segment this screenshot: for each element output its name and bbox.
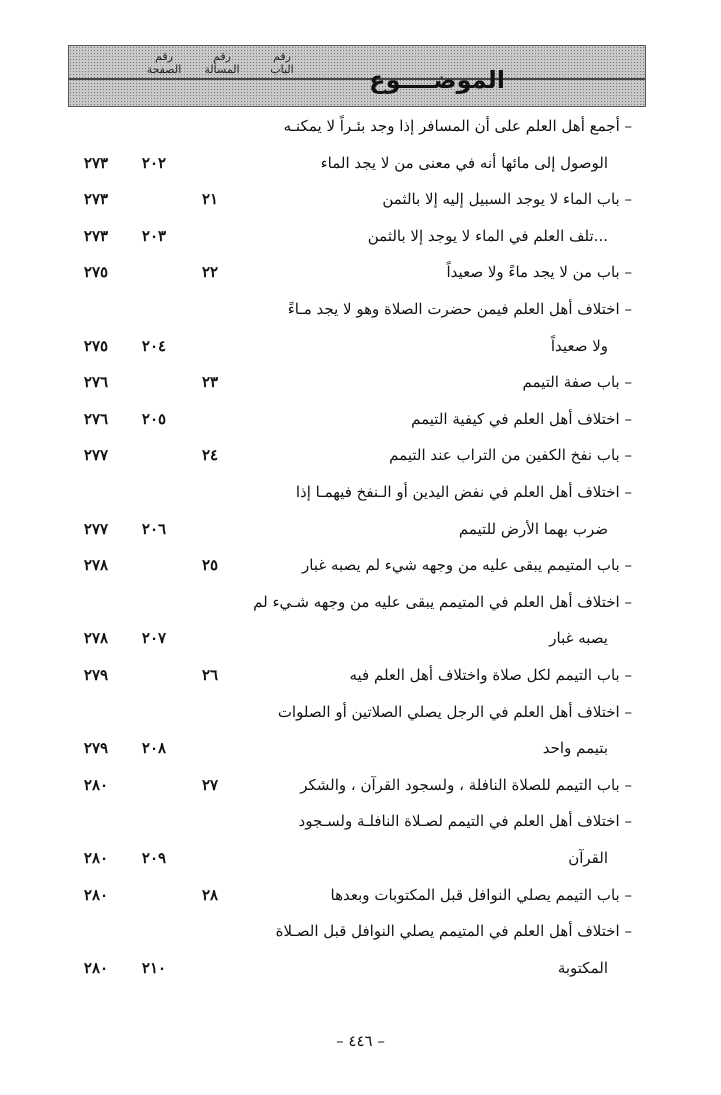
- masala-number: ٢٠٢: [141, 153, 167, 172]
- page-ref-number: ٢٧٩: [83, 666, 109, 684]
- table-row: [0, 657, 721, 694]
- bab-number: ٢١: [201, 190, 219, 209]
- table-row: [0, 364, 721, 401]
- page-ref-number: ٢٧٧: [83, 446, 109, 465]
- page-ref-number: ٢٧٣: [83, 226, 109, 245]
- topic-text: – باب صفة التيمم: [522, 373, 632, 392]
- masala-number: ٢٠٦: [141, 519, 167, 538]
- topic-text: القرآن: [568, 849, 608, 867]
- topic-text: – باب التيمم يصلي النوافل قبل المكتوبات وبعدها: [330, 885, 632, 904]
- masala-number: ٢١٠: [141, 958, 167, 977]
- bab-number: ٢٦: [201, 666, 219, 684]
- topic-text: – اختلاف أهل العلم في التيمم لصـلاة النافلـة ولسـجود: [298, 812, 632, 831]
- topic-text: – اختلاف أهل العلم فيمن حضرت الصلاة وهو لا يجد مـاءً: [287, 300, 632, 318]
- header-col-masala-line2: المسألة: [204, 63, 240, 76]
- bab-number: ٢٥: [201, 556, 219, 575]
- table-row: [0, 620, 721, 657]
- table-row: [0, 694, 721, 731]
- topic-text: ولا صعيداً: [550, 336, 608, 355]
- bab-number: ٢٣: [201, 373, 219, 392]
- bab-number: ٢٤: [201, 446, 219, 465]
- topic-text: – اختلاف أهل العلم في المتيمم يصلي النوافل قبل الصـلاة: [275, 922, 632, 941]
- topic-text: – أجمع أهل العلم على أن المسافر إذا وجد بئـراً لا يمكنـه: [283, 117, 632, 135]
- table-row: [0, 254, 721, 291]
- table-header: [68, 45, 646, 107]
- topic-text: – اختلاف أهل العلم في نفض اليدين أو الـنفخ فيهمـا إذا: [295, 483, 632, 501]
- bab-number: ٢٨: [201, 885, 219, 904]
- table-row: [0, 767, 721, 804]
- topic-text: – اختلاف أهل العلم في كيفية التيمم: [411, 409, 632, 428]
- table-row: [0, 401, 721, 438]
- topic-text: يصبه غبار: [549, 629, 608, 648]
- table-row: [0, 328, 721, 365]
- topic-text: – اختلاف أهل العلم في الرجل يصلي الصلاتين أو الصلوات: [277, 702, 632, 721]
- topic-text: – باب المتيمم يبقى عليه من وجهه شيء لم يصبه غبار: [302, 556, 632, 575]
- page-ref-number: ٢٧٦: [83, 373, 109, 392]
- topic-text: – باب من لا يجد ماءً ولا صعيداً: [446, 263, 632, 282]
- table-row: [0, 547, 721, 584]
- table-row: [0, 950, 721, 987]
- table-row: [0, 108, 721, 145]
- page-ref-number: ٢٧٨: [83, 629, 109, 648]
- header-col-bab-line1: رقم: [273, 50, 291, 63]
- topic-text: – اختلاف أهل العلم في المتيمم يبقى عليه من وجهه شـيء لم: [253, 592, 632, 611]
- header-col-masala: [197, 50, 247, 76]
- header-divider: [69, 78, 645, 80]
- topic-text: – باب الماء لا يوجد السبيل إليه إلا بالثمن: [382, 190, 632, 209]
- bab-number: ٢٧: [201, 775, 219, 794]
- topic-text: الوصول إلى مائها أنه في معنى من لا يجد الماء: [320, 153, 608, 172]
- page-ref-number: ٢٨٠: [83, 775, 109, 794]
- page-ref-number: ٢٧٨: [83, 556, 109, 575]
- page-ref-number: ٢٧٩: [83, 739, 109, 758]
- table-row: [0, 584, 721, 621]
- topic-text: – باب نفخ الكفين من التراب عند التيمم: [389, 446, 632, 465]
- table-row: [0, 840, 721, 877]
- masala-number: ٢٠٧: [141, 629, 167, 648]
- table-row: [0, 877, 721, 914]
- table-row: [0, 730, 721, 767]
- masala-number: ٢٠٣: [141, 226, 167, 245]
- page-ref-number: ٢٧٣: [83, 153, 109, 172]
- topic-text: المكتوبة: [557, 958, 608, 977]
- table-row: [0, 803, 721, 840]
- topic-text: بتيمم واحد: [542, 739, 608, 758]
- table-row: [0, 913, 721, 950]
- table-row: [0, 474, 721, 511]
- masala-number: ٢٠٥: [141, 409, 167, 428]
- bab-number: ٢٢: [201, 263, 219, 282]
- masala-number: ٢٠٨: [141, 739, 167, 758]
- topic-text: – باب التيمم للصلاة النافلة ، ولسجود القرآن ، والشكر: [300, 775, 632, 794]
- table-row: [0, 291, 721, 328]
- header-col-safha: [139, 50, 189, 76]
- page-ref-number: ٢٧٦: [83, 409, 109, 428]
- page-ref-number: ٢٨٠: [83, 958, 109, 977]
- page-ref-number: ٢٧٥: [83, 336, 109, 355]
- page-ref-number: ٢٧٧: [83, 519, 109, 538]
- masala-number: ٢٠٤: [141, 336, 167, 355]
- page-ref-number: ٢٧٣: [83, 190, 109, 209]
- header-col-safha-line1: رقم: [155, 50, 173, 63]
- header-col-bab-line2: الباب: [270, 63, 294, 76]
- topic-text: – باب التيمم لكل صلاة واختلاف أهل العلم فيه: [349, 666, 632, 684]
- table-row: [0, 218, 721, 255]
- page-ref-number: ٢٨٠: [83, 849, 109, 867]
- table-row: [0, 181, 721, 218]
- page-ref-number: ٢٧٥: [83, 263, 109, 282]
- header-col-masala-line1: رقم: [213, 50, 231, 63]
- table-row: [0, 511, 721, 548]
- page-ref-number: ٢٨٠: [83, 885, 109, 904]
- masala-number: ٢٠٩: [141, 849, 167, 867]
- topic-text: ضرب بهما الأرض للتيمم: [458, 519, 608, 538]
- page-number: – ٤٤٦ –: [336, 1032, 385, 1050]
- header-col-bab: [257, 50, 307, 76]
- header-col-safha-line2: الصفحة: [146, 63, 182, 76]
- table-row: [0, 437, 721, 474]
- topic-text: ...تلف العلم في الماء لا يوجد إلا بالثمن: [367, 226, 608, 245]
- header-title: الموضــــوع: [369, 66, 505, 94]
- table-row: [0, 145, 721, 182]
